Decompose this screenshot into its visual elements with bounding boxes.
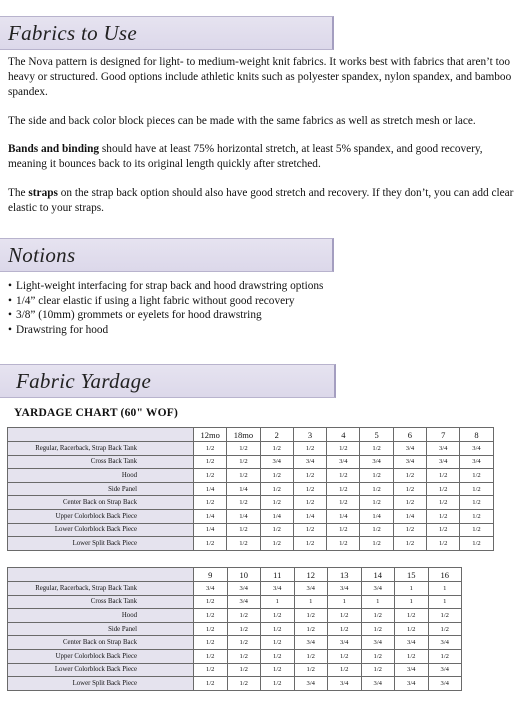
yardage-cell: 1/2: [194, 469, 227, 483]
yardage-cell: 1/4: [360, 509, 393, 523]
yardage-cell: 1/2: [194, 537, 227, 551]
yardage-cell: 1/2: [227, 636, 261, 650]
yardage-cell: 1: [361, 595, 395, 609]
yardage-cell: 1/2: [360, 537, 393, 551]
yardage-cell: 1/2: [194, 609, 228, 623]
yardage-cell: 1/2: [293, 496, 326, 510]
yardage-cell: 1/2: [261, 609, 295, 623]
yardage-cell: 1/2: [393, 496, 426, 510]
piece-label: Cross Back Tank: [8, 595, 194, 609]
table-row: [8, 496, 494, 510]
yardage-cell: 3/4: [395, 677, 429, 691]
yardage-cell: 1/2: [360, 442, 393, 456]
size-header-cell: 18mo: [227, 428, 260, 442]
yardage-cell: 3/4: [395, 636, 429, 650]
yardage-cell: 1/2: [460, 482, 493, 496]
yardage-cell: 3/4: [294, 636, 328, 650]
table-row: [8, 469, 494, 483]
yardage-cell: 3/4: [294, 582, 328, 596]
yardage-table-sizes-9-16: [7, 567, 462, 691]
piece-label: Regular, Racerback, Strap Back Tank: [8, 582, 194, 596]
section-header-fabrics: [0, 16, 334, 50]
table-row: [8, 455, 494, 469]
yardage-cell: 1/4: [194, 482, 227, 496]
yardage-cell: 1/2: [260, 523, 293, 537]
size-header-cell: 12mo: [194, 428, 227, 442]
size-header-cell: 2: [260, 428, 293, 442]
header-corner-cell: [8, 428, 194, 442]
yardage-cell: 3/4: [328, 636, 362, 650]
yardage-cell: 1/2: [361, 622, 395, 636]
notions-item: • Light-weight interfacing for strap back and hood drawstring options: [8, 279, 323, 294]
yardage-cell: 1/2: [194, 455, 227, 469]
yardage-cell: 1/4: [194, 523, 227, 537]
table-row: [8, 622, 462, 636]
yardage-cell: 1/2: [361, 649, 395, 663]
yardage-cell: 1/2: [227, 469, 260, 483]
yardage-cell: 3/4: [428, 663, 462, 677]
yardage-cell: 1/2: [360, 496, 393, 510]
table-row: [8, 595, 462, 609]
size-header-cell: 6: [393, 428, 426, 442]
piece-label: Center Back on Strap Back: [8, 636, 194, 650]
yardage-cell: 1/2: [194, 622, 228, 636]
yardage-cell: 1/2: [327, 442, 360, 456]
section-title-yardage: Fabric Yardage: [16, 369, 152, 393]
yardage-cell: 1/4: [194, 509, 227, 523]
yardage-cell: 3/4: [393, 455, 426, 469]
section-header-yardage: [0, 364, 336, 398]
piece-label: Lower Colorblock Back Piece: [8, 663, 194, 677]
size-header-cell: 12: [294, 568, 328, 582]
yardage-cell: 1/2: [460, 523, 493, 537]
notions-item: • Drawstring for hood: [8, 323, 323, 338]
yardage-cell: 3/4: [395, 663, 429, 677]
yardage-cell: 1/2: [327, 537, 360, 551]
piece-label: Upper Colorblock Back Piece: [8, 509, 194, 523]
yardage-cell: 1/4: [393, 509, 426, 523]
yardage-cell: 1/2: [294, 663, 328, 677]
yardage-cell: 3/4: [328, 677, 362, 691]
yardage-cell: 1: [261, 595, 295, 609]
table-row: [8, 663, 462, 677]
yardage-cell: 1/2: [395, 622, 429, 636]
size-header-cell: 9: [194, 568, 228, 582]
header-corner-cell: [8, 568, 194, 582]
yardage-cell: 1/4: [293, 509, 326, 523]
size-header-cell: 10: [227, 568, 261, 582]
yardage-cell: 1/2: [293, 537, 326, 551]
yardage-cell: 3/4: [294, 677, 328, 691]
yardage-chart-title: YARDAGE CHART (60" WOF): [14, 407, 179, 419]
yardage-cell: 1/2: [260, 442, 293, 456]
table-row: [8, 509, 494, 523]
yardage-cell: 1: [428, 595, 462, 609]
yardage-cell: 1/2: [395, 649, 429, 663]
piece-label: Upper Colorblock Back Piece: [8, 649, 194, 663]
yardage-cell: 1/2: [294, 609, 328, 623]
size-header-cell: 13: [328, 568, 362, 582]
yardage-cell: 1/2: [261, 636, 295, 650]
piece-label: Regular, Racerback, Strap Back Tank: [8, 442, 194, 456]
piece-label: Hood: [8, 469, 194, 483]
yardage-cell: 1/4: [327, 509, 360, 523]
yardage-cell: 1/2: [293, 442, 326, 456]
yardage-cell: 1/2: [227, 677, 261, 691]
yardage-cell: 1/2: [227, 496, 260, 510]
piece-label: Hood: [8, 609, 194, 623]
yardage-cell: 1/2: [327, 482, 360, 496]
size-header-cell: 8: [460, 428, 493, 442]
yardage-cell: 1/2: [194, 663, 228, 677]
yardage-cell: 3/4: [293, 455, 326, 469]
yardage-cell: 1/2: [328, 622, 362, 636]
yardage-cell: 1/2: [227, 442, 260, 456]
yardage-cell: 3/4: [428, 677, 462, 691]
yardage-cell: 1/2: [293, 482, 326, 496]
table-row: [8, 537, 494, 551]
yardage-cell: 1: [294, 595, 328, 609]
yardage-cell: 1/2: [360, 469, 393, 483]
yardage-cell: 1/2: [427, 509, 460, 523]
yardage-cell: 1/2: [260, 482, 293, 496]
yardage-cell: 1/2: [393, 523, 426, 537]
table-row: [8, 609, 462, 623]
yardage-cell: 1/2: [393, 469, 426, 483]
yardage-cell: 1/2: [428, 649, 462, 663]
yardage-cell: 3/4: [460, 442, 493, 456]
yardage-cell: 1/2: [427, 523, 460, 537]
yardage-cell: 1/2: [395, 609, 429, 623]
yardage-cell: 1/2: [261, 677, 295, 691]
yardage-cell: 1/2: [260, 537, 293, 551]
yardage-table-sizes-12mo-8: [7, 427, 494, 551]
piece-label: Lower Split Back Piece: [8, 537, 194, 551]
table-row: [8, 482, 494, 496]
yardage-cell: 3/4: [361, 582, 395, 596]
yardage-cell: 1: [328, 595, 362, 609]
yardage-cell: 1/2: [194, 496, 227, 510]
piece-label: Side Panel: [8, 482, 194, 496]
yardage-cell: 1/2: [427, 496, 460, 510]
yardage-cell: 1/2: [294, 649, 328, 663]
yardage-cell: 1/2: [427, 482, 460, 496]
yardage-cell: 3/4: [360, 455, 393, 469]
size-header-cell: 7: [427, 428, 460, 442]
yardage-cell: 1/2: [261, 663, 295, 677]
yardage-cell: 1/2: [227, 609, 261, 623]
yardage-cell: 1/2: [261, 649, 295, 663]
yardage-cell: 1/2: [293, 523, 326, 537]
yardage-cell: 1/2: [427, 537, 460, 551]
notions-item: • 3/8” (10mm) grommets or eyelets for hood drawstring: [8, 308, 323, 323]
bands-binding-label: Bands and binding: [8, 143, 100, 155]
yardage-cell: 1/2: [227, 649, 261, 663]
table-row: [8, 649, 462, 663]
table-row: [8, 582, 462, 596]
section-title-fabrics: Fabrics to Use: [8, 21, 138, 45]
yardage-cell: 1/2: [361, 609, 395, 623]
yardage-cell: 1/4: [227, 482, 260, 496]
yardage-cell: 1/2: [460, 509, 493, 523]
yardage-cell: 1/2: [393, 537, 426, 551]
yardage-cell: 1/2: [260, 469, 293, 483]
yardage-cell: 3/4: [361, 677, 395, 691]
yardage-cell: 1/2: [328, 609, 362, 623]
bands-binding-text: should have at least 75% horizontal stretch, at least 5% spandex, and good recovery, meaning it bounces back to its original length quickly after stretched.: [8, 143, 483, 170]
piece-label: Cross Back Tank: [8, 455, 194, 469]
size-header-cell: 5: [360, 428, 393, 442]
yardage-cell: 3/4: [427, 442, 460, 456]
piece-label: Lower Split Back Piece: [8, 677, 194, 691]
yardage-cell: 1/2: [360, 482, 393, 496]
table-row: [8, 442, 494, 456]
fabrics-paragraph-3: [8, 142, 516, 172]
yardage-cell: 3/4: [227, 595, 261, 609]
yardage-cell: 1/2: [328, 663, 362, 677]
table-row: [8, 677, 462, 691]
size-header-row: [8, 568, 462, 582]
yardage-cell: 3/4: [194, 582, 228, 596]
yardage-cell: 1/2: [327, 496, 360, 510]
yardage-cell: 3/4: [327, 455, 360, 469]
yardage-cell: 1/2: [361, 663, 395, 677]
yardage-cell: 3/4: [328, 582, 362, 596]
yardage-cell: 1/4: [260, 509, 293, 523]
yardage-cell: 1/2: [460, 537, 493, 551]
fabrics-paragraph-1: The Nova pattern is designed for light- to medium-weight knit fabrics. It works best with fabrics that aren’t too heavy or structured. Good options include athletic knits such as polyester spandex, nylon spandex, and bamboo spandex.: [8, 56, 512, 98]
yardage-cell: 1/2: [194, 442, 227, 456]
yardage-cell: 1/2: [294, 622, 328, 636]
yardage-cell: 1/2: [194, 636, 228, 650]
size-header-cell: 4: [327, 428, 360, 442]
yardage-cell: 3/4: [260, 455, 293, 469]
yardage-cell: 1/2: [293, 469, 326, 483]
table-row: [8, 636, 462, 650]
fabrics-paragraph-4: [8, 186, 516, 216]
yardage-cell: 1: [428, 582, 462, 596]
yardage-cell: 1/2: [194, 649, 228, 663]
size-header-row: [8, 428, 494, 442]
section-title-notions: Notions: [8, 243, 76, 267]
straps-text-start: The: [8, 187, 29, 199]
yardage-cell: 1/2: [460, 496, 493, 510]
notions-item: • 1/4” clear elastic if using a light fabric without good recovery: [8, 294, 323, 309]
yardage-cell: 1/2: [260, 496, 293, 510]
size-header-cell: 14: [361, 568, 395, 582]
yardage-cell: 1/2: [194, 677, 228, 691]
yardage-cell: 3/4: [460, 455, 493, 469]
size-header-cell: 15: [395, 568, 429, 582]
yardage-cell: 1/2: [227, 663, 261, 677]
fabrics-paragraph-2: The side and back color block pieces can be made with the same fabrics as well as stretch mesh or lace.: [8, 115, 476, 127]
straps-text: on the strap back option should also have good stretch and recovery. If they don’t, you can add clear elastic to your straps.: [8, 187, 514, 214]
size-header-cell: 16: [428, 568, 462, 582]
piece-label: Center Back on Strap Back: [8, 496, 194, 510]
yardage-cell: 1: [395, 595, 429, 609]
yardage-cell: 3/4: [393, 442, 426, 456]
yardage-cell: 1/2: [393, 482, 426, 496]
size-header-cell: 3: [293, 428, 326, 442]
yardage-cell: 3/4: [428, 636, 462, 650]
straps-label: straps: [28, 187, 58, 199]
piece-label: Side Panel: [8, 622, 194, 636]
table-row: [8, 523, 494, 537]
yardage-cell: 1/2: [227, 523, 260, 537]
yardage-cell: 1/2: [428, 609, 462, 623]
yardage-cell: 1/2: [360, 523, 393, 537]
size-header-cell: 11: [261, 568, 295, 582]
yardage-cell: 1/2: [328, 649, 362, 663]
yardage-cell: 3/4: [361, 636, 395, 650]
yardage-cell: 1/2: [227, 455, 260, 469]
yardage-cell: 1/4: [227, 509, 260, 523]
yardage-cell: 1/2: [427, 469, 460, 483]
yardage-cell: 1: [395, 582, 429, 596]
yardage-cell: 1/2: [194, 595, 228, 609]
yardage-cell: 1/2: [428, 622, 462, 636]
yardage-cell: 3/4: [227, 582, 261, 596]
yardage-cell: 3/4: [427, 455, 460, 469]
notions-list: [8, 279, 323, 337]
yardage-cell: 1/2: [261, 622, 295, 636]
yardage-cell: 1/2: [327, 523, 360, 537]
yardage-cell: 3/4: [261, 582, 295, 596]
piece-label: Lower Colorblock Back Piece: [8, 523, 194, 537]
section-header-notions: [0, 238, 334, 272]
yardage-cell: 1/2: [327, 469, 360, 483]
yardage-cell: 1/2: [227, 537, 260, 551]
yardage-cell: 1/2: [227, 622, 261, 636]
yardage-cell: 1/2: [460, 469, 493, 483]
